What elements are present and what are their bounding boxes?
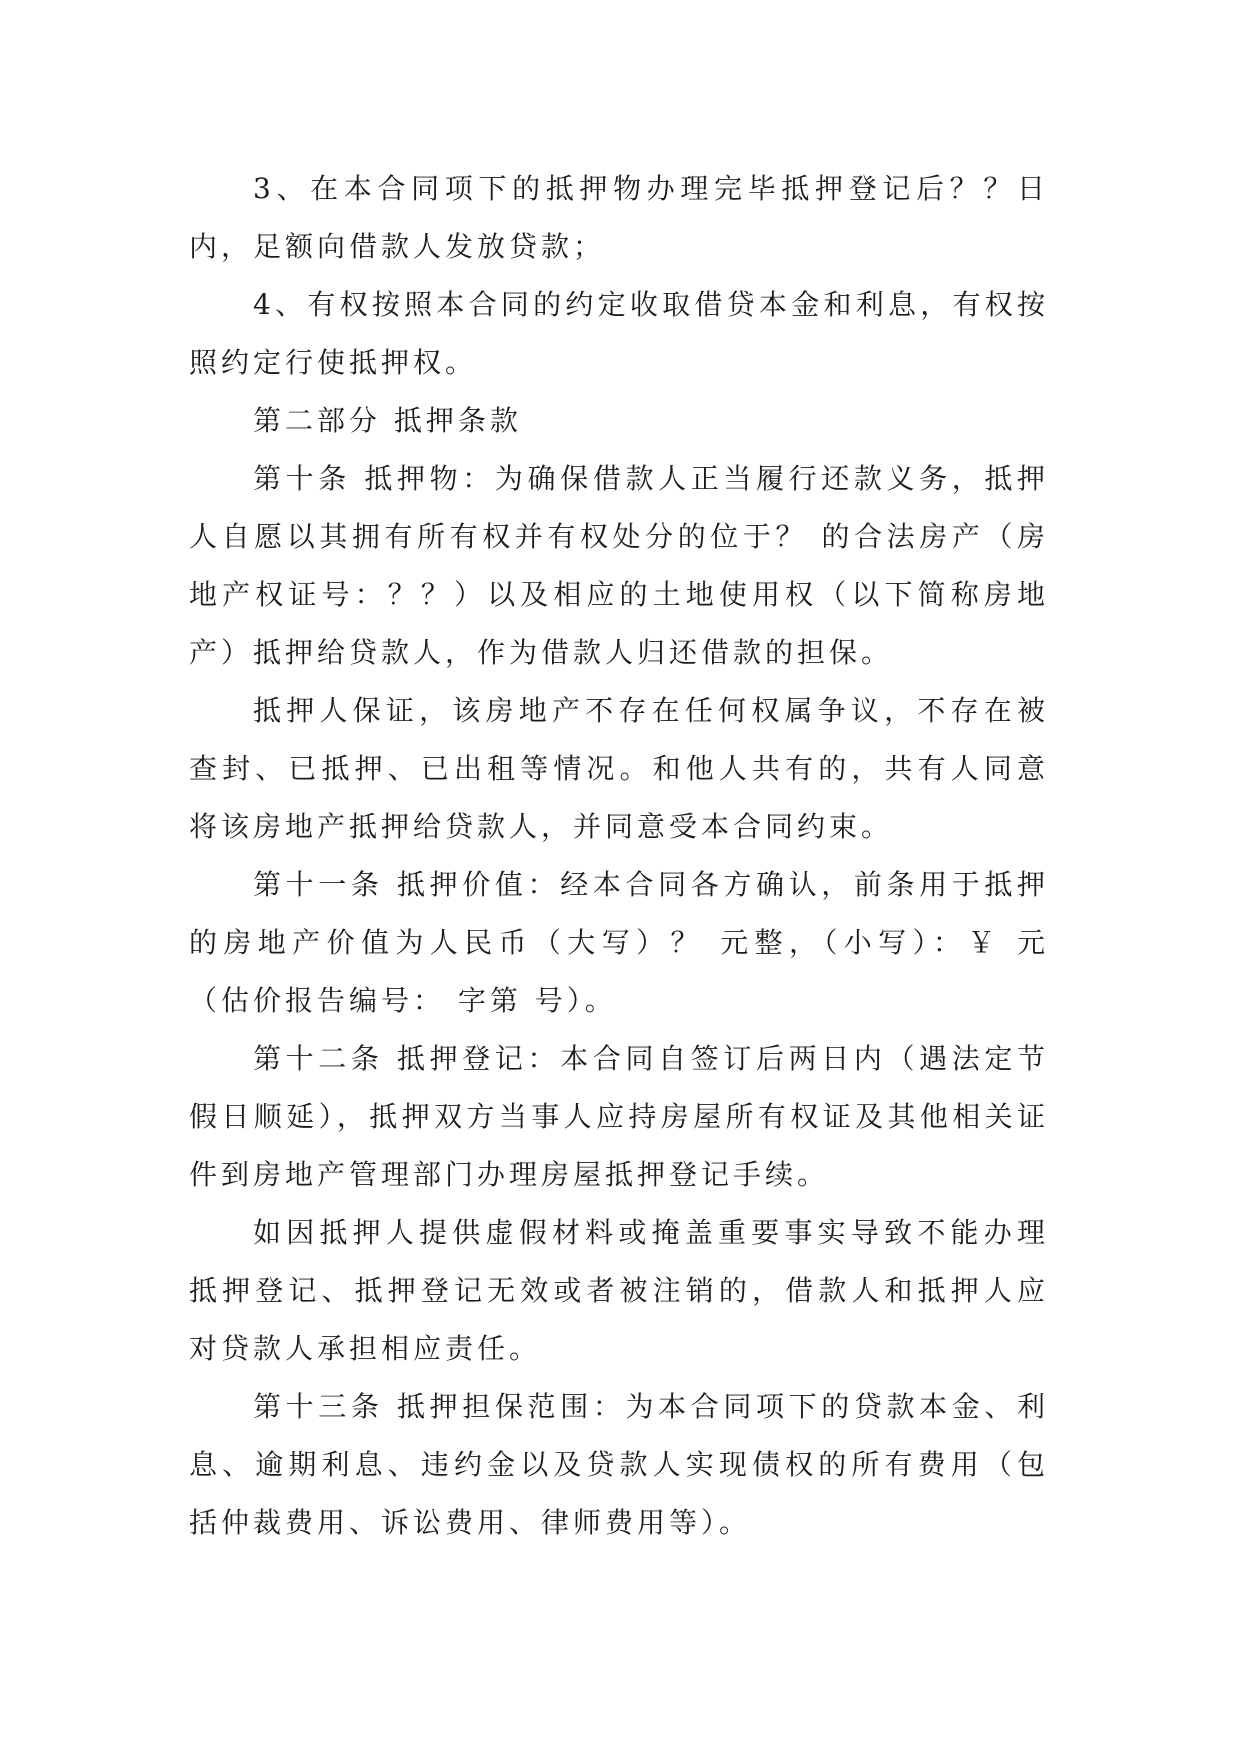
- paragraph-article-10: 第十条 抵押物：为确保借款人正当履行还款义务，抵押人自愿以其拥有所有权并有权处分的位于？ 的合法房产（房地产权证号：？？）以及相应的土地使用权（以下简称房地产）抵押给贷款人，作为借款人归还借款的担保。: [189, 462, 1049, 669]
- paragraph-article-12: 第十二条 抵押登记：本合同自签订后两日内（遇法定节假日顺延），抵押双方当事人应持房屋所有权证及其他相关证件到房地产管理部门办理房屋抵押登记手续。: [189, 1042, 1049, 1191]
- section-heading: 第二部分 抵押条款: [253, 404, 522, 437]
- paragraph-article-11: 第十一条 抵押价值：经本合同各方确认，前条用于抵押的房地产价值为人民币（大写）？ 元整，（小写）：￥ 元（估价报告编号： 字第 号）。: [189, 868, 1049, 1017]
- document-body: [189, 160, 1049, 1552]
- paragraph-clause-3: 3、在本合同项下的抵押物办理完毕抵押登记后？？日内，足额向借款人发放贷款；: [189, 172, 1049, 263]
- paragraph-false-material-liability: 如因抵押人提供虚假材料或掩盖重要事实导致不能办理抵押登记、抵押登记无效或者被注销的，借款人和抵押人应对贷款人承担相应责任。: [189, 1216, 1049, 1365]
- paragraph-mortgagor-guarantee: 抵押人保证，该房地产不存在任何权属争议，不存在被查封、已抵押、已出租等情况。和他人共有的，共有人同意将该房地产抵押给贷款人，并同意受本合同约束。: [189, 694, 1049, 843]
- paragraph-clause-4: 4、有权按照本合同的约定收取借贷本金和利息，有权按照约定行使抵押权。: [189, 288, 1049, 379]
- paragraph-article-13: 第十三条 抵押担保范围：为本合同项下的贷款本金、利息、逾期利息、违约金以及贷款人实现债权的所有费用（包括仲裁费用、诉讼费用、律师费用等）。: [189, 1390, 1049, 1539]
